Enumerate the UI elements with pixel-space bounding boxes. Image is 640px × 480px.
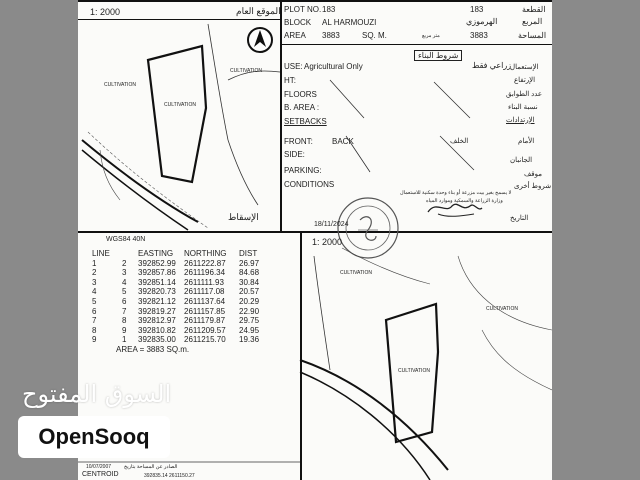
cell-distance: 20.29 [239,296,260,306]
parking-ar-label: موقف [524,171,542,178]
cell-easting: 392835.00 [138,335,176,345]
cell-line-to: 3 [122,268,127,278]
header-line: LINE [92,249,110,258]
info-divider [280,44,552,45]
header-dist: DIST [239,249,258,258]
datum-label: WGS84 40N [106,236,146,243]
area-summary [92,345,269,355]
setbacks-ar-label: الإرتدادات [506,117,535,124]
cell-line-from: 8 [92,325,97,335]
opensooq-logo: OpenSooq [18,416,170,458]
area-ar-value: 3883 [470,31,488,40]
coordinates-row [92,335,269,345]
front-ar-label: الأمام [518,138,535,145]
side-label: SIDE: [284,150,305,159]
cadastral-document [78,0,552,480]
cell-distance: 26.97 [239,258,260,268]
issue-date-ar-label: التاريخ [510,215,529,222]
header-northing: NORTHING [184,249,227,258]
area-unit-ar: متر مربع [422,33,440,39]
plot-no-value: 183 [322,5,336,14]
floors-label: FLOORS [284,90,317,99]
bottom-map-cultivation-center: CULTIVATION [398,368,430,374]
cell-easting: 392857.86 [138,268,176,278]
coordinates-row [92,307,269,317]
conditions-note-2: وزارة الزراعة والسمكية وموارد المياه [426,198,503,204]
cell-distance: 19.36 [239,335,260,345]
cell-line-to: 6 [122,296,127,306]
cell-distance: 84.68 [239,268,260,278]
side-ar-label: الجانبان [510,157,533,164]
coordinates-row [92,287,269,297]
cell-distance: 30.84 [239,277,260,287]
block-label: BLOCK [284,18,312,27]
cell-line-from: 2 [92,268,97,278]
bottom-map-cultivation-right: CULTIVATION [486,306,518,312]
cell-northing: 2611117.08 [184,287,225,297]
plot-no-ar-value: 183 [470,5,484,14]
area-label: AREA [284,31,306,40]
use-label: USE: [284,62,303,71]
cell-northing: 2611179.87 [184,316,226,326]
top-map-cultivation-right: CULTIVATION [230,68,262,74]
cell-distance: 24.95 [239,325,260,335]
cell-northing: 2611222.87 [184,258,226,268]
cell-line-from: 6 [92,306,97,316]
use-value-ar: زراعي فقط [472,61,512,70]
cell-easting: 392820.73 [138,287,176,297]
cell-easting: 392852.99 [138,258,176,268]
front-label: FRONT: [284,137,313,146]
cell-line-from: 5 [92,296,97,306]
north-arrow-icon [248,28,272,52]
cell-line-to: 1 [122,335,127,345]
setbacks-label: SETBACKS [284,117,327,126]
area-summary-text: AREA = 3883 SQ.m. [116,344,190,354]
official-seal-icon [338,198,398,258]
b-area-label: B. AREA : [284,103,320,112]
cell-northing: 2611209.57 [184,325,226,335]
header-easting: EASTING [138,249,174,258]
coordinates-rows [92,259,269,345]
conditions-note-1: لا يسمح بغير بيت مزرعة أو بناء وحدة سكنية للاستعمال [400,190,512,196]
top-map-cultivation-left: CULTIVATION [104,82,136,88]
centroid-value: 392835.14 2611150.27 [144,473,195,479]
coordinates-row [92,278,269,288]
cell-easting: 392851.14 [138,277,176,287]
parking-label: PARKING: [284,166,322,175]
coordinates-row [92,259,269,269]
cell-line-to: 8 [122,316,127,326]
b-area-ar-label: نسبة البناء [508,104,538,111]
top-map-cultivation-center: CULTIVATION [164,102,196,108]
use-ar-label: الإستعمال [510,64,539,71]
coordinates-table [92,249,269,355]
block-ar-label: المربع [522,17,543,26]
building-conditions-title: شروط البناء [414,50,462,61]
cell-line-from: 7 [92,316,97,326]
cell-line-to: 2 [122,258,127,268]
conditions-ar-label: شروط أخرى [514,183,552,190]
footer-partial-date: 10/07/2007 [86,464,112,470]
coordinates-row [92,297,269,307]
top-map-scale: 1: 2000 [90,7,121,17]
use-value: Agricultural Only [304,62,363,71]
cell-line-from: 1 [92,258,97,268]
cell-easting: 392821.12 [138,296,176,306]
cell-line-to: 4 [122,277,127,287]
cell-northing: 2611157.85 [184,306,226,316]
back-ar-label: الخلف [450,138,469,145]
top-map-projection: الإسقاط [228,212,259,222]
plot-no-label: PLOT NO. [284,5,322,14]
cell-line-from: 3 [92,277,97,287]
cell-line-from: 9 [92,335,97,345]
issue-date: 18/11/2024 [314,221,349,228]
watermark-text: السوق المفتوح [22,380,172,408]
cell-easting: 392819.27 [138,306,176,316]
area-value: 3883 [322,31,340,40]
footer-partial-text: الصادر عن المساحة بتاريخ [124,464,178,470]
coordinates-row [92,326,269,336]
cell-northing: 2611137.64 [184,296,226,306]
coordinates-row [92,316,269,326]
cell-northing: 2611196.34 [184,268,226,278]
cell-easting: 392812.97 [138,316,176,326]
bottom-map-scale: 1: 2000 [312,237,343,247]
bottom-map-cultivation-top: CULTIVATION [340,270,372,276]
cell-northing: 2611215.70 [184,335,226,345]
cell-distance: 20.57 [239,287,260,297]
plot-no-ar-label: القطعة [522,5,546,14]
back-label: BACK [332,137,354,146]
cell-distance: 29.75 [239,316,260,326]
ht-label: HT: [284,76,296,85]
cell-distance: 22.90 [239,306,260,316]
cell-line-to: 5 [122,287,127,297]
ht-ar-label: الإرتفاع [514,77,536,84]
cell-line-to: 7 [122,306,127,316]
area-ar-label: المساحة [518,31,547,40]
centroid-label: CENTROID [82,471,119,478]
cell-line-from: 4 [92,287,97,297]
conditions-label: CONDITIONS [284,180,335,189]
area-unit: SQ. M. [362,31,387,40]
coordinates-header-row [92,249,269,259]
top-map-title: الموقع العام [236,6,281,16]
block-ar-value: الهرموزي [466,17,498,26]
cell-line-to: 9 [122,325,127,335]
signature-icon [428,204,482,216]
block-value: AL HARMOUZI [322,18,377,27]
cell-easting: 392810.82 [138,325,176,335]
header-blank [122,249,138,259]
coordinates-row [92,268,269,278]
cell-northing: 2611111.93 [184,277,224,287]
floors-ar-label: عدد الطوابق [506,91,543,98]
